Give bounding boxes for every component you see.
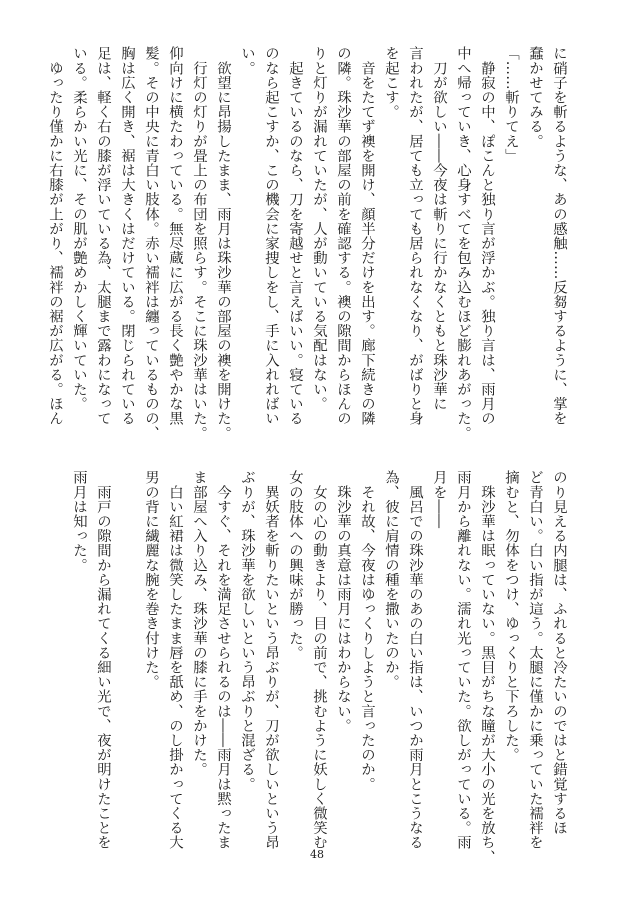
text-block-upper: に硝子を斬るような、あの感触……反芻するように、掌を 蠢かせてみる。 「……斬りてえ」 静寂の中、ぽこんと独り言が浮かぶ。独り言は、雨月の 中へ帰っていき、心身すべてを包み込むほど膨れあがった。 刀が欲しい――今夜は斬りに行かなくともと珠沙華に 言われたが、居ても立っても居られなくなり、がばりと身 を起こす。 音をたてず襖を開け、顔半分だけを出す。廊下続きの隣 の隣。珠沙華の部屋の前を確認する。襖の隙間からほんの りと灯りが漏れていたが、人が動いている気配はない。 起きているのなら、刀を寄越せと言えばいい。寝ている のなら起こすか、この機会に家捜しをし、手に入れればい い。 欲望に昂揚したまま、雨月は珠沙華の部屋の襖を開けた。 行灯の灯りが畳上の布団を照らす。そこに珠沙華はいた。 仰向けに横たわっている。無尽蔵に広がる長く艶やかな黒 髪。その中央に青白い肢体。赤い襦袢は纏っているものの、 胸は広く開き、裾は大きくはだけている。閉じられている 足は、軽く右の膝が浮いている為、太腿まで露わになって いる。柔らかい光に、その肌が艶めかしく輝いていた。 ゆったり僅かに右膝が上がり、襦袢の裾が広がる。ほん <box>47 46 567 441</box>
text-block-lower: のり見える内腿は、ふれると冷たいのではと錯覚するほ ど青白い。白い指が這う。太腿に僅かに乗っていた襦袢を 摘むと、勿体をつけ、ゆっくりと下ろした。 珠沙華は眠っていない。黒目がちな瞳が大小の光を放ち、 雨月から離れない。濡れ光っていた。欲しがっている。雨 月を―― 風呂での珠沙華のあの白い指は、いつか雨月とこうなる 為、彼に肩情の種を撒いたのか。 それ故、今夜はゆっくりしようと言ったのか。 珠沙華の真意は雨月にはわからない。 女の心の動きより、目の前で、挑むように妖しく微笑む 女の肢体への興味が勝った。 異妖者を斬りたいという昂ぶりが、刀が欲しいという昂 ぶりが、珠沙華を欲しいという昂ぶりと混ざる。 今すぐ、それを満足させられるのは――雨月は黙ったま ま部屋へ入り込み、珠沙華の膝に手をかけた。 白い紅裙は微笑したまま唇を舐め、のし掛かってくる大 男の背に繊麗な腕を巻き付けた。 雨戸の隙間から漏れてくる細い光で、夜が明けたことを 雨月は知った。 <box>71 470 567 865</box>
page-number: 48 <box>310 848 324 861</box>
